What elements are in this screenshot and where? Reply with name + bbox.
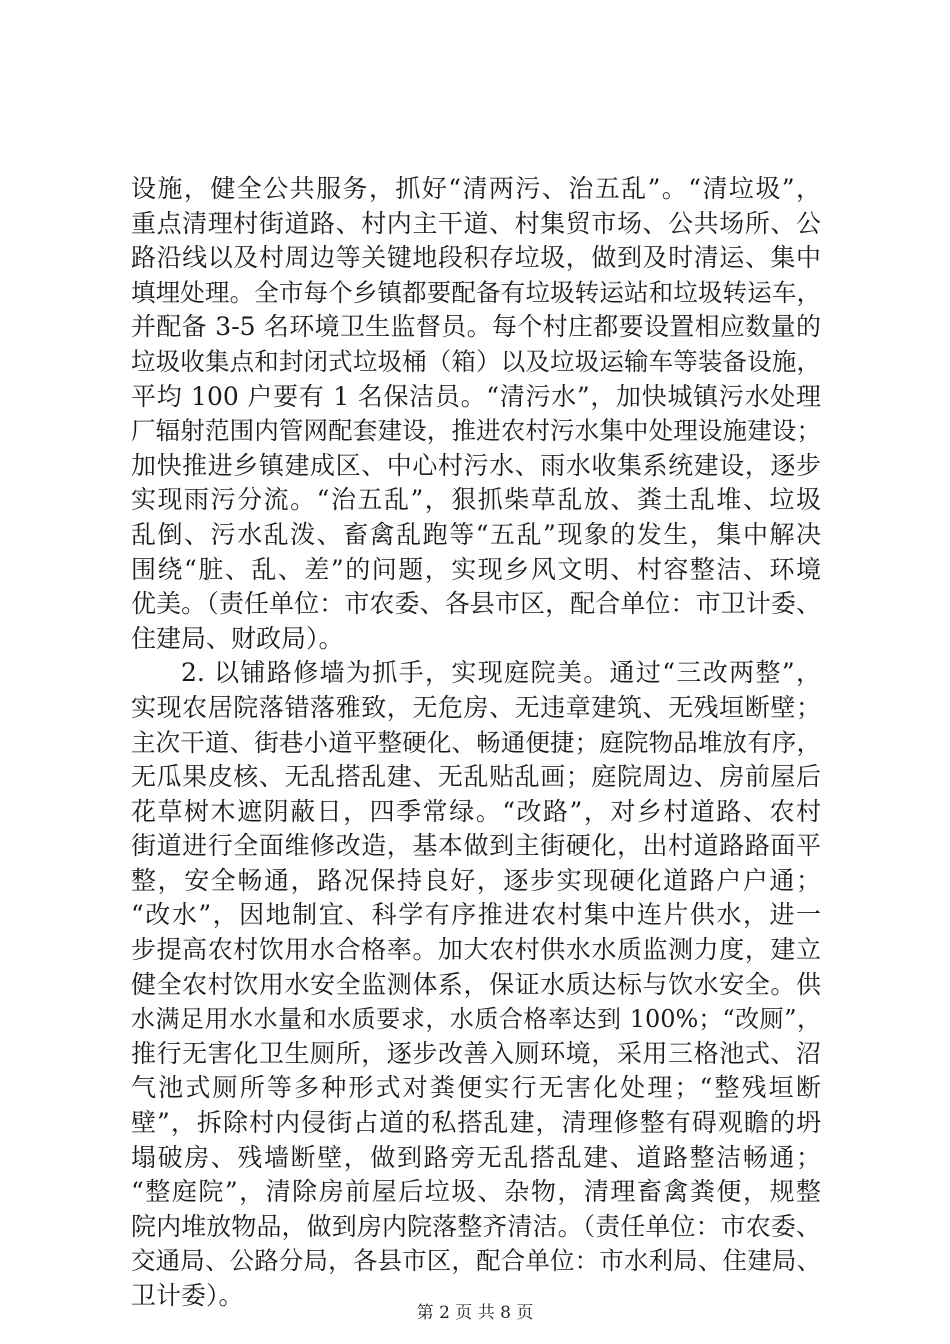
text-line: 重点清理村街道路、村内主干道、村集贸市场、公共场所、公 (131, 208, 821, 238)
text-line: 步提高农村饮用水合格率。加大农村供水水质监测力度，建立 (131, 935, 821, 965)
page-number-footer: 第 2 页 共 8 页 (416, 1303, 534, 1323)
text-line: 围绕“脏、乱、差”的问题，实现乡风文明、村容整洁、环境 (131, 554, 821, 584)
text-line: 加快推进乡镇建成区、中心村污水、雨水收集系统建设，逐步 (131, 450, 821, 480)
text-line: 健全农村饮用水安全监测体系，保证水质达标与饮水安全。供 (131, 969, 821, 999)
text-line: 水满足用水水量和水质要求，水质合格率达到 100%；“改厕”， (131, 1005, 821, 1034)
text-line: 实现雨污分流。“治五乱”，狠抓柴草乱放、粪土乱堆、垃圾 (131, 485, 821, 515)
paragraph-2 (131, 656, 821, 1313)
text-line: 住建局、财政局）。 (131, 623, 344, 653)
text-line: 垃圾收集点和封闭式垃圾桶（箱）以及垃圾运输车等装备设施， (131, 346, 821, 376)
text-line: 实现农居院落错落雅致，无危房、无违章建筑、无残垣断壁； (131, 692, 821, 722)
text-line: 平均 100 户要有 1 名保洁员。“清污水”，加快城镇污水处理 (131, 381, 821, 411)
text-line: 优美。（责任单位：市农委、各县市区，配合单位：市卫计委、 (131, 589, 821, 619)
text-line: 街道进行全面维修改造，基本做到主街硬化，出村道路路面平 (131, 831, 821, 861)
body-text (131, 172, 821, 1314)
text-line: 并配备 3-5 名环境卫生监督员。每个村庄都要设置相应数量的 (131, 312, 821, 342)
text-line: 院内堆放物品，做到房内院落整齐清洁。（责任单位：市农委、 (131, 1211, 821, 1241)
text-line: 乱倒、污水乱泼、畜禽乱跑等“五乱”现象的发生，集中解决 (131, 519, 821, 549)
text-line: 设施，健全公共服务，抓好“清两污、治五乱”。“清垃圾”， (131, 174, 821, 203)
text-line: 塌破房、残墙断壁，做到路旁无乱搭乱建、道路整洁畅通； (131, 1142, 821, 1172)
text-line: “整庭院”，清除房前屋后垃圾、杂物，清理畜禽粪便，规整 (131, 1177, 821, 1207)
text-line: “改水”，因地制宜、科学有序推进农村集中连片供水，进一 (131, 900, 821, 930)
text-line: 主次干道、街巷小道平整硬化、畅通便捷；庭院物品堆放有序， (131, 727, 821, 757)
paragraph-1 (131, 172, 821, 656)
text-line: 交通局、公路分局，各县市区，配合单位：市水利局、住建局、 (131, 1246, 821, 1276)
text-line: 路沿线以及村周边等关键地段积存垃圾，做到及时清运、集中 (131, 243, 821, 273)
text-line: 无瓜果皮核、无乱搭乱建、无乱贴乱画；庭院周边、房前屋后 (131, 762, 821, 792)
text-line: 2. 以铺路修墙为抓手，实现庭院美。通过“三改两整”， (181, 658, 821, 688)
text-line: 卫计委）。 (131, 1281, 244, 1310)
text-line: 推行无害化卫生厕所，逐步改善入厕环境，采用三格池式、沼 (131, 1038, 821, 1068)
text-line: 壁”，拆除村内侵街占道的私搭乱建，清理修整有碍观瞻的坍 (131, 1108, 821, 1138)
text-line: 整，安全畅通，路况保持良好，逐步实现硬化道路户户通； (131, 865, 821, 895)
text-line: 气池式厕所等多种形式对粪便实行无害化处理；“整残垣断 (131, 1073, 821, 1103)
text-line: 填埋处理。全市每个乡镇都要配备有垃圾转运站和垃圾转运车， (131, 277, 821, 307)
text-line: 花草树木遮阴蔽日，四季常绿。“改路”，对乡村道路、农村 (131, 796, 821, 826)
text-line: 厂辐射范围内管网配套建设，推进农村污水集中处理设施建设； (131, 416, 821, 446)
